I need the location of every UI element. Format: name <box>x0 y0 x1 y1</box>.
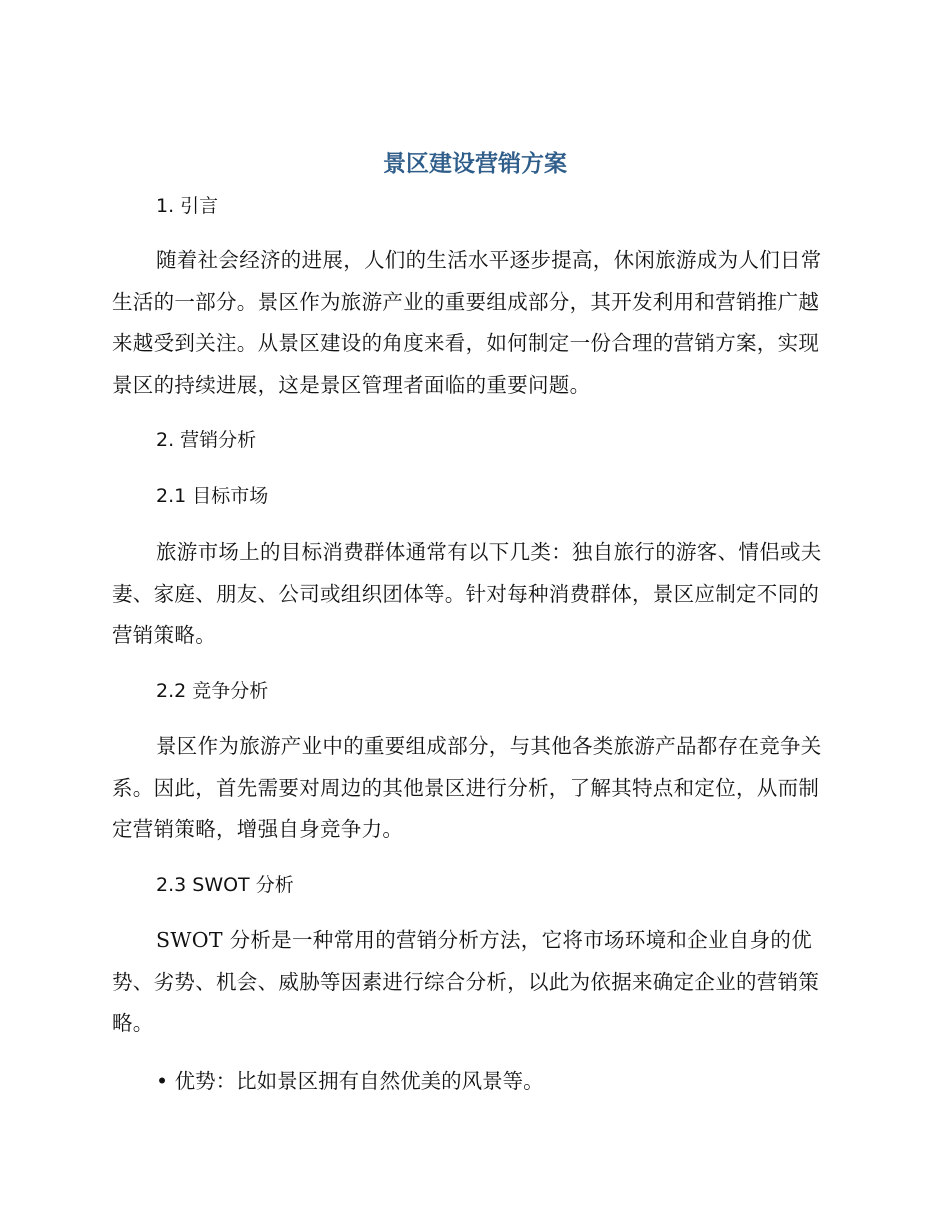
competition-analysis-paragraph: 景区作为旅游产业中的重要组成部分，与其他各类旅游产品都存在竞争关系。因此，首先需要对周边的其他景区进行分析，了解其特点和定位，从而制定营销策略，增强自身竞争力。 <box>112 734 822 842</box>
document-title: 景区建设营销方案 <box>383 151 567 177</box>
subsection-heading-target-market: 2.1 目标市场 <box>156 485 269 507</box>
section-heading-marketing-analysis: 2. 营销分析 <box>156 429 257 451</box>
subsection-heading-competition-analysis: 2.2 竞争分析 <box>156 680 269 702</box>
introduction-paragraph: 随着社会经济的进展，人们的生活水平逐步提高，休闲旅游成为人们日常生活的一部分。景区作为旅游产业的重要组成部分，其开发利用和营销推广越来越受到关注。从景区建设的角度来看，如何制定一份合理的营销方案，实现景区的持续进展，这是景区管理者面临的重要问题。 <box>112 248 822 398</box>
swot-strengths-bullet: • 优势：比如景区拥有自然优美的风景等。 <box>156 1069 544 1093</box>
target-market-paragraph: 旅游市场上的目标消费群体通常有以下几类：独自旅行的游客、情侣或夫妻、家庭、朋友、公司或组织团体等。针对每种消费群体，景区应制定不同的营销策略。 <box>112 540 822 648</box>
swot-analysis-paragraph: SWOT 分析是一种常用的营销分析方法，它将市场环境和企业自身的优势、劣势、机会、威胁等因素进行综合分析，以此为依据来确定企业的营销策略。 <box>112 928 820 1036</box>
subsection-heading-swot-analysis: 2.3 SWOT 分析 <box>156 874 294 896</box>
section-heading-introduction: 1. 引言 <box>156 195 219 217</box>
